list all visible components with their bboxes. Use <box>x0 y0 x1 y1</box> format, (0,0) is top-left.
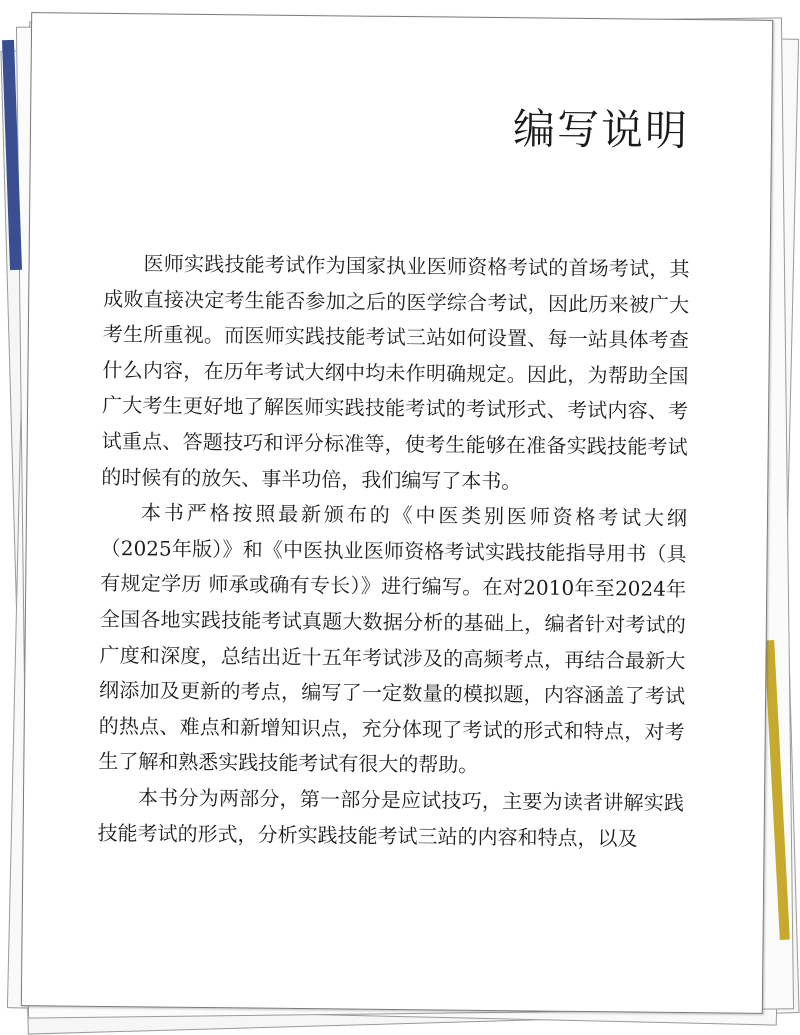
document-page <box>21 12 773 1014</box>
paragraph: 医师实践技能考试作为国家执业医师资格考试的首场考试，其成败直接决定考生能否参加之后的医学综合考试，因此历来被广大考生所重视。而医师实践技能考试三站如何设置、每一站具体考查什么内容，在历年考试大纲中均未作明确规定。因此，为帮助全国广大考生更好地了解医师实践技能考试的考试形式、考试内容、考试重点、答题技巧和评分标准等，使考生能够在准备实践技能考试的时候有的放矢、事半功倍，我们编写了本书。 <box>101 251 690 493</box>
paragraph: 本书分为两部分，第一部分是应试技巧，主要为读者讲解实践技能考试的形式，分析实践技能考试三站的内容和特点，以及 <box>97 785 685 851</box>
body-text <box>97 246 689 857</box>
page-title: 编写说明 <box>512 104 690 156</box>
paragraph: 本书严格按照最新颁布的《中医类别医师资格考试大纲（2025年版）》和《中医执业医师资格考试实践技能指导用书（具有规定学历 师承或确有专长）》进行编写。在对2010年至2024年全国各地实践技能考试真题大数据分析的基础上，编者针对考试的广度和深度，总结出近十五年考试涉及的高频考点，再结合最新大纲添加及更新的考点，编写了一定数量的模拟题，内容涵盖了考试的热点、难点和新增知识点，充分体现了考试的形式和特点，对考生了解和熟悉实践技能考试有很大的帮助。 <box>98 500 688 778</box>
